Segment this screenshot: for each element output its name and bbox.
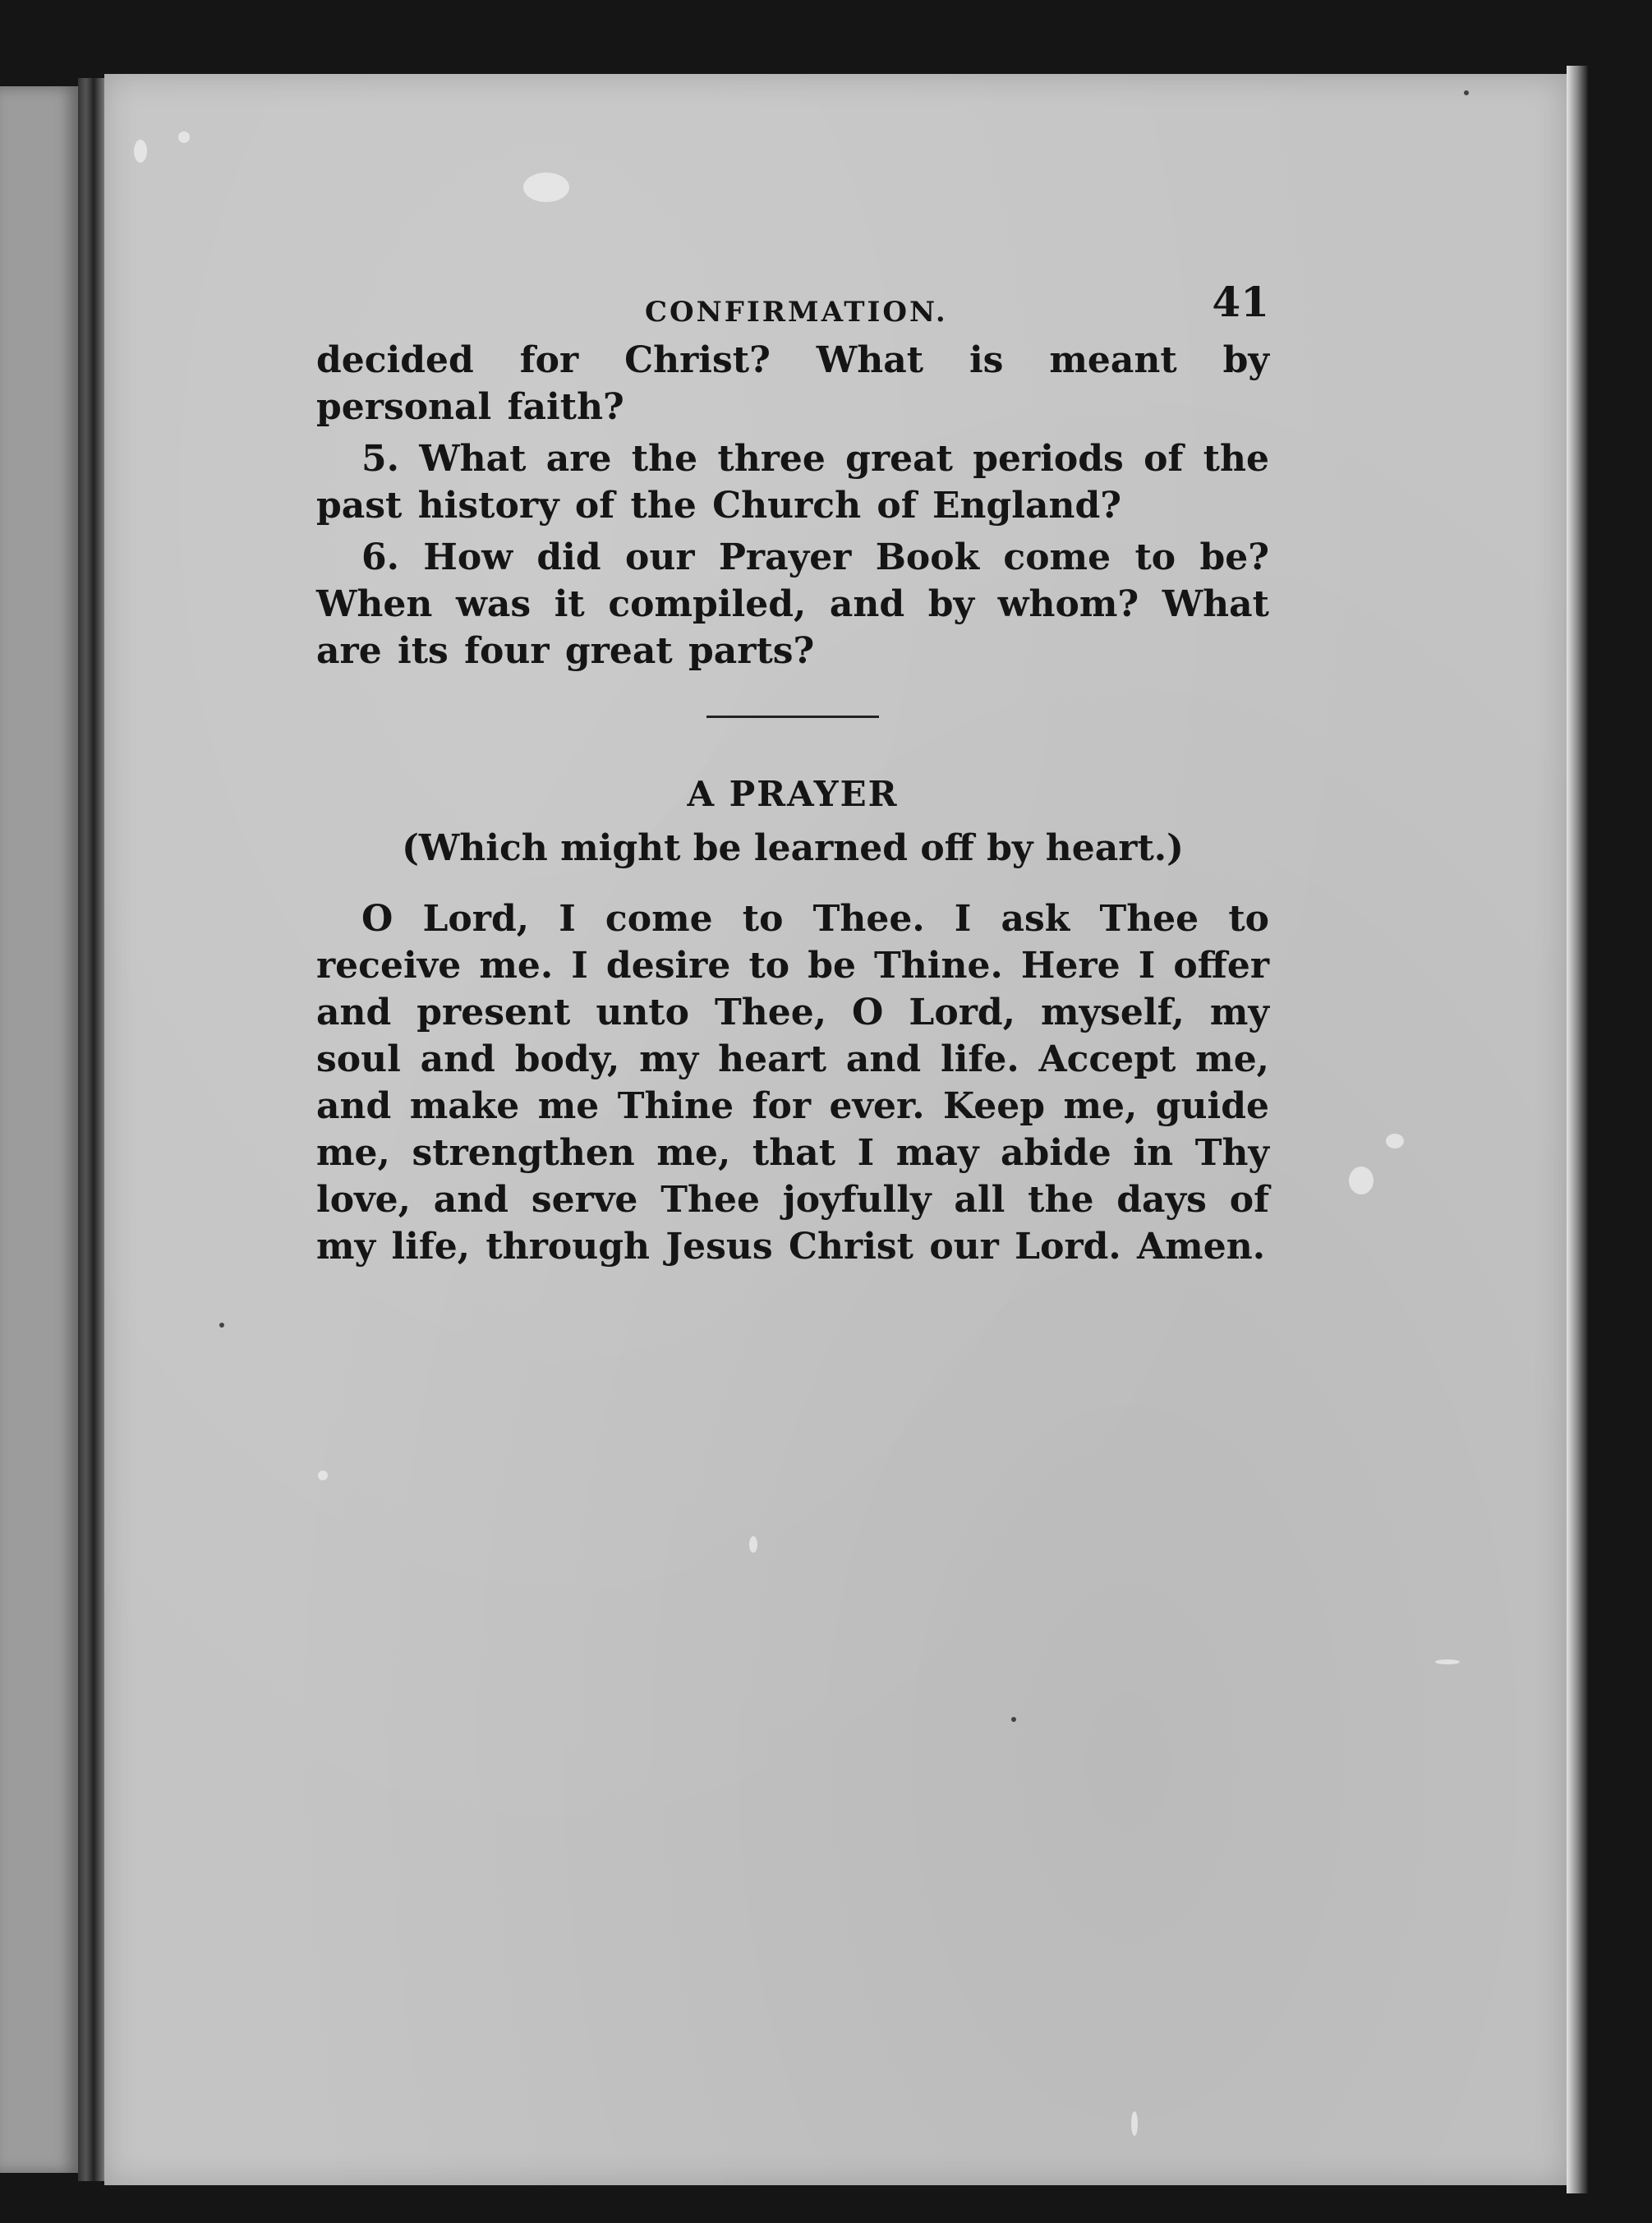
- question-6: 6. How did our Prayer Book come to be? When was it compiled, and by whom? What are its four great parts?: [316, 536, 1269, 672]
- paper-speck: [1435, 1659, 1460, 1664]
- paper-speck: [318, 1470, 328, 1480]
- paper-speck: [178, 131, 190, 143]
- section-divider: [706, 716, 879, 718]
- page-text: [316, 271, 1269, 1270]
- prayer-subheading: (Which might be learned off by heart.): [402, 827, 1184, 869]
- paper-speck: [523, 173, 569, 202]
- prayer-heading: A PRAYER: [687, 774, 899, 814]
- book-gutter: [78, 78, 104, 2181]
- facing-page-edge: [0, 86, 78, 2173]
- question-5: 5. What are the three great periods of the past history of the Church of England?: [316, 438, 1269, 527]
- paper-speck: [1386, 1134, 1404, 1148]
- paper-speck: [1349, 1167, 1374, 1194]
- question-continuation: decided for Christ? What is meant by personal faith?: [316, 339, 1269, 428]
- paper-speck: [1011, 1717, 1016, 1722]
- paper-speck: [134, 140, 147, 163]
- page-number: 41: [1212, 278, 1269, 326]
- running-title: CONFIRMATION.: [645, 296, 948, 329]
- running-head: [316, 271, 1269, 337]
- prayer-text: O Lord, I come to Thee. I ask Thee to receive me. I desire to be Thine. Here I offer and present unto Thee, O Lord, myself, my soul and body, my heart and life. Accept me, and make me Thine for ever. Keep me, guide me, strengthen me, that I may abide in Thy love, and serve Thee joyfully all the days of my life, through Jesus Christ our Lord. Amen.: [316, 898, 1269, 1268]
- paper-speck: [1464, 90, 1469, 95]
- paper-speck: [1131, 2111, 1138, 2136]
- paper-speck: [749, 1536, 757, 1553]
- paper-speck: [219, 1323, 224, 1328]
- page-right-edge: [1567, 66, 1588, 2193]
